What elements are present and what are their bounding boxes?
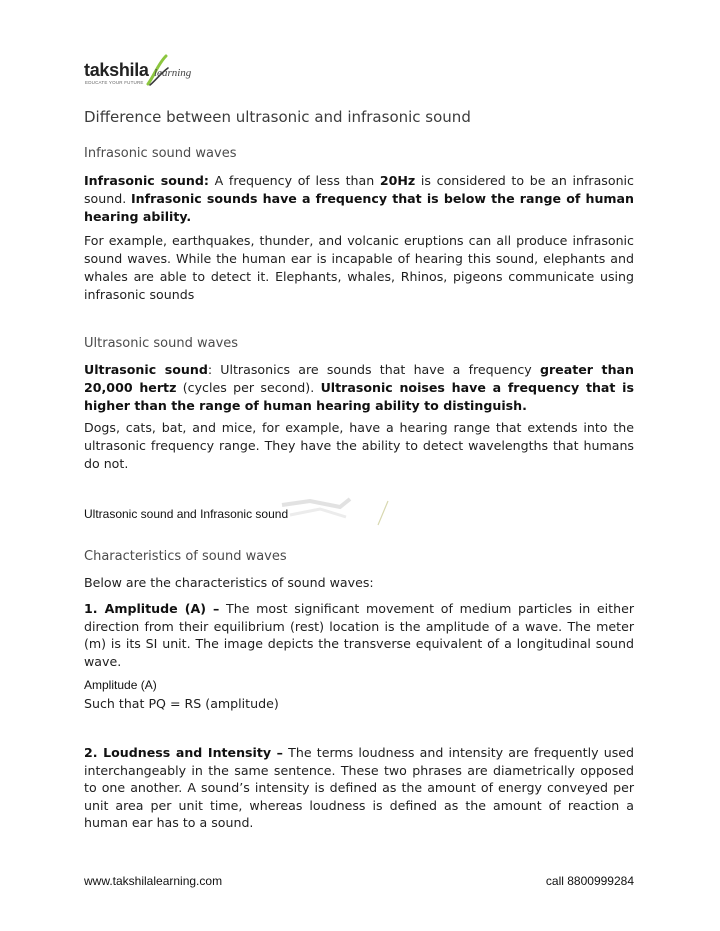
amplitude-text: The most significant movement of medium particles in either direction from their equilibrium (rest) location is the amplitude of a wave. The meter (m) is its SI unit. The image depicts the transverse equivalent of a longitudinal sound wave. bbox=[84, 601, 634, 669]
characteristics-heading: Characteristics of sound waves bbox=[84, 549, 287, 564]
characteristics-intro: Below are the characteristics of sound waves: bbox=[84, 575, 374, 590]
figure-caption: Ultrasonic sound and Infrasonic sound bbox=[84, 507, 289, 521]
ultrasonic-bold-a: greater than 20,000 hertz bbox=[84, 362, 635, 395]
amplitude-formula: Such that PQ = RS (amplitude) bbox=[84, 696, 279, 711]
footer-phone: call 8800999284 bbox=[545, 874, 634, 888]
footer-website: www.takshilalearning.com bbox=[84, 874, 223, 888]
ultrasonic-term: Ultrasonic sound bbox=[84, 362, 208, 377]
loudness-term: 2. Loudness and Intensity – bbox=[84, 745, 283, 760]
infrasonic-text-a: A frequency of less than bbox=[208, 173, 380, 188]
infrasonic-term: Infrasonic sound: bbox=[84, 173, 209, 188]
amplitude-term: 1. Amplitude (A) – bbox=[84, 601, 220, 616]
loudness-paragraph bbox=[84, 744, 634, 832]
takshila-logo bbox=[84, 54, 194, 90]
ultrasonic-text-b: (cycles per second). bbox=[176, 380, 321, 395]
ultrasonic-text-a: : Ultrasonics are sounds that have a frequency bbox=[207, 362, 540, 377]
ultrasonic-definition bbox=[84, 361, 634, 415]
amplitude-caption: Amplitude (A) bbox=[84, 678, 157, 692]
infrasonic-heading: Infrasonic sound waves bbox=[84, 146, 237, 161]
logo-tagline: EDUCATE YOUR FUTURE bbox=[85, 80, 144, 85]
infrasonic-text-b: is considered to be an infrasonic sound. bbox=[84, 173, 634, 206]
ultrasonic-examples: Dogs, cats, bat, and mice, for example, have a hearing range that extends into the ultrasonic frequency range. They have the ability to detect wavelengths that humans do not. bbox=[84, 420, 634, 471]
loudness-text: The terms loudness and intensity are frequently used interchangeably in the same sentence. These two phrases are diametrically opposed to one another. A sound’s intensity is defined as the amount of energy conveyed per unit area per unit time, whereas loudness is defined as the amount of reaction a human ear has to a sound. bbox=[84, 745, 634, 830]
infrasonic-bold-statement: Infrasonic sounds have a frequency that is below the range of human hearing ability. bbox=[84, 191, 634, 224]
ultrasonic-heading: Ultrasonic sound waves bbox=[84, 336, 239, 351]
infrasonic-hz: 20Hz bbox=[379, 173, 416, 188]
faded-figure-image bbox=[280, 495, 400, 529]
infrasonic-examples: For example, earthquakes, thunder, and volcanic eruptions can all produce infrasonic sound waves. While the human ear is incapable of hearing this sound, elephants and whales are able to detect it. Elephants, whales, Rhinos, pigeons communicate using infrasonic sounds bbox=[84, 233, 634, 302]
infrasonic-definition bbox=[84, 172, 634, 226]
logo-wordmark: takshila bbox=[84, 60, 149, 80]
document-title: Difference between ultrasonic and infrasonic sound bbox=[84, 108, 471, 126]
amplitude-paragraph bbox=[84, 600, 634, 670]
logo-script: learning bbox=[154, 67, 192, 79]
ultrasonic-bold-b: Ultrasonic noises have a frequency that is higher than the range of human hearing ability to distinguish. bbox=[84, 380, 634, 413]
